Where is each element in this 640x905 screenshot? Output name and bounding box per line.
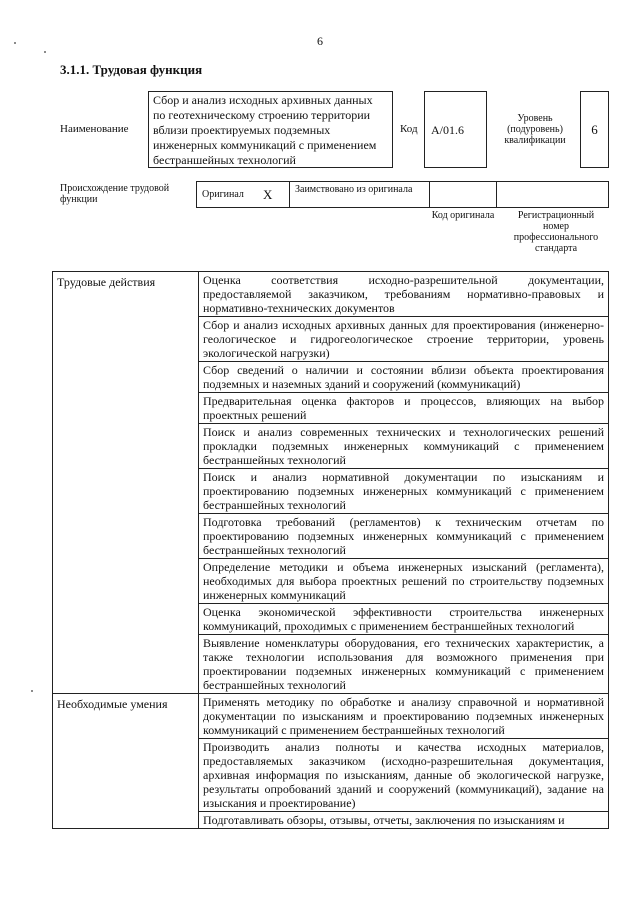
scan-speck (44, 51, 46, 53)
required-skills-cell (199, 694, 609, 829)
name-label: Наименование (60, 123, 129, 135)
function-name: Сбор и анализ исходных архивных данных по геотехническому строению территории вблизи проектируемых подземных инженерных коммуникаций с применением бестраншейных технологий (153, 93, 377, 167)
required-skills-row (53, 694, 609, 829)
list-item: Оценка экономической эффективности строительства инженерных коммуникаций, проходимых с применением бестраншейных технологий (199, 604, 608, 635)
divider (496, 182, 497, 207)
code-label: Код (400, 123, 418, 135)
labor-actions-row (53, 272, 609, 694)
code-original-label: Код оригинала (431, 210, 495, 221)
scan-speck (31, 690, 33, 692)
labor-actions-label: Трудовые действия (53, 272, 199, 694)
list-item: Сбор и анализ исходных архивных данных для проектирования (инженерно-геологическое и гидрогеологическое строение территории, уровень экологической нагрузки) (199, 317, 608, 362)
origin-label: Происхождение трудовой функции (60, 183, 170, 205)
divider (429, 182, 430, 207)
level-label: Уровень (подуровень) квалификации (504, 113, 566, 146)
labor-actions-list (199, 272, 608, 693)
required-skills-list (199, 694, 608, 828)
level-box (580, 91, 609, 168)
labor-function-table (52, 271, 609, 829)
list-item: Выявление номенклатуры оборудования, его технических характеристик, а также технологии использования для возможного применения при проектировании подземных инженерных коммуникаций с применением бестраншейных технологий (203, 636, 604, 692)
original-mark: X (263, 187, 273, 202)
section-title: 3.1.1. Трудовая функция (60, 62, 203, 77)
origin-box (196, 181, 609, 208)
list-item: Определение методики и объема инженерных изысканий (регламента), необходимых для выбора проектных решений по строительству подземных инженерных коммуникаций (199, 559, 608, 604)
code-box (424, 91, 487, 168)
function-name-box (148, 91, 393, 168)
list-item: Предварительная оценка факторов и процессов, влияющих на выбор проектных решений (199, 393, 608, 424)
required-skills-label: Необходимые умения (53, 694, 199, 829)
list-item: Производить анализ полноты и качества исходных материалов, предоставляемых заказчиком (исходно-разрешительная документация, архивная информация по изысканиям, данные об экологической нагрузке, результаты опробований зданий и сооружений (коммуникаций), задание на изыскания и проектирование) (199, 739, 608, 812)
original-label: Оригинал (202, 189, 244, 200)
list-item: Применять методику по обработке и анализу справочной и нормативной документации по изысканиям и проектированию подземных инженерных коммуникаций с применением бестраншейных технологий (199, 694, 608, 739)
labor-actions-cell (199, 272, 609, 694)
page-number: 6 (317, 34, 323, 48)
code-value: A/01.6 (431, 123, 464, 137)
list-item: Сбор сведений о наличии и состоянии вблизи объекта проектирования подземных и наземных зданий и сооружений (коммуникаций) (199, 362, 608, 393)
list-item: Поиск и анализ современных технических и технологических решений прокладки подземных инженерных коммуникаций с применением бестраншейных технологий (199, 424, 608, 469)
list-item: Оценка соответствия исходно-разрешительной документации, предоставляемой заказчиком, требованиям нормативно-правовых и нормативно-технических документов (199, 272, 608, 317)
borrowed-label: Заимствовано из оригинала (295, 184, 413, 195)
list-item: Подготовка требований (регламентов) к техническим отчетам по проектированию подземных инженерных коммуникаций с применением бестраншейных технологий (199, 514, 608, 559)
level-value: 6 (591, 122, 598, 137)
reg-number-label: Регистрационный номер профессионального стандарта (513, 210, 599, 254)
list-item: Поиск и анализ нормативной документации по изысканиям и проектированию подземных инженерных коммуникаций с применением бестраншейных технологий (199, 469, 608, 514)
list-item: Подготавливать обзоры, отзывы, отчеты, заключения по изысканиям и (203, 813, 565, 827)
divider (289, 182, 290, 207)
